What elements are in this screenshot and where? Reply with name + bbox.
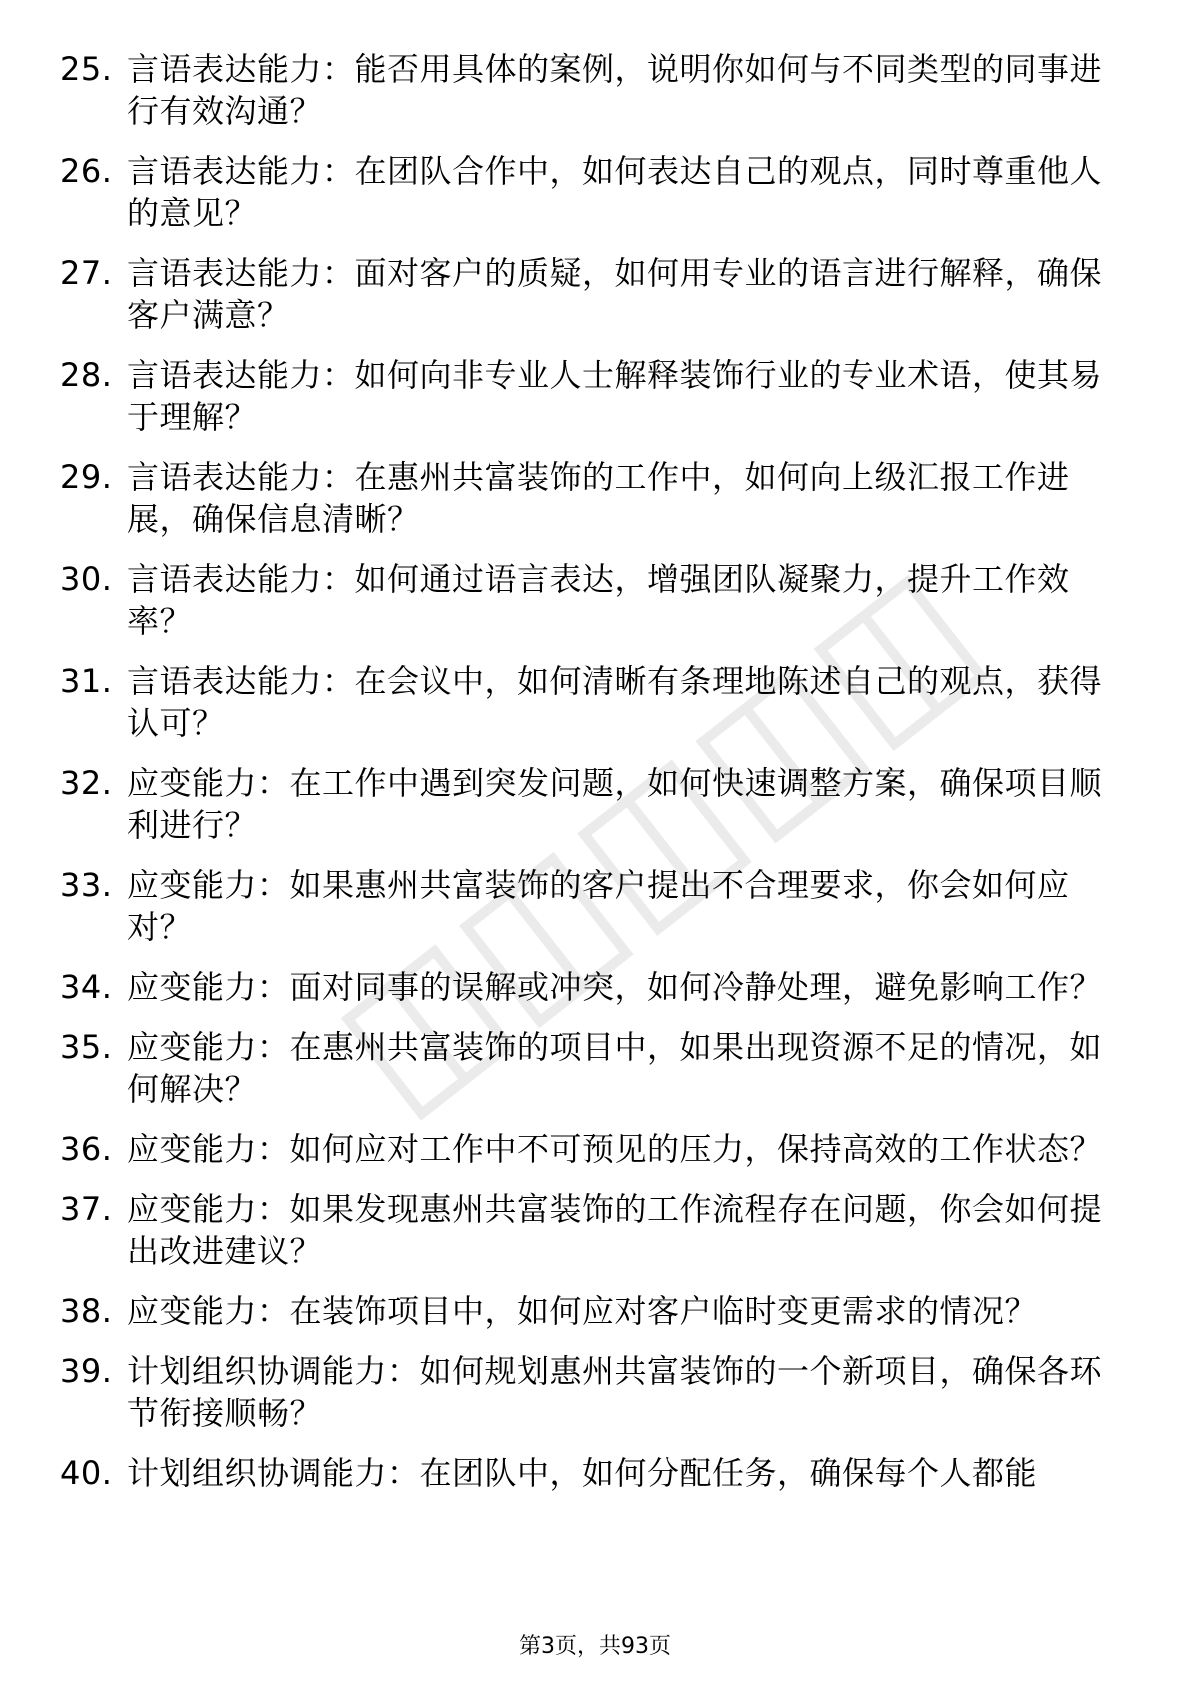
question-text: 言语表达能力：如何向非专业人士解释装饰行业的专业术语，使其易于理解？ <box>127 356 1103 436</box>
question-number: 25. <box>60 50 113 88</box>
question-item <box>60 1452 1130 1494</box>
question-item <box>60 1290 1130 1332</box>
question-text: 应变能力：如果惠州共富装饰的客户提出不合理要求，你会如何应对？ <box>127 866 1070 946</box>
question-item <box>60 1026 1130 1110</box>
question-item <box>60 1350 1130 1434</box>
page-footer: 第3页，共93页 <box>519 1634 671 1659</box>
question-item <box>60 558 1130 642</box>
question-number: 37. <box>60 1190 113 1228</box>
question-text: 言语表达能力：在惠州共富装饰的工作中，如何向上级汇报工作进展，确保信息清晰？ <box>127 458 1070 538</box>
question-text: 计划组织协调能力：如何规划惠州共富装饰的一个新项目，确保各环节衔接顺畅？ <box>127 1352 1103 1432</box>
question-item <box>60 456 1130 540</box>
question-number: 31. <box>60 662 113 700</box>
question-number: 40. <box>60 1454 113 1492</box>
question-number: 35. <box>60 1028 113 1066</box>
question-number: 28. <box>60 356 113 394</box>
question-item <box>60 48 1130 132</box>
question-number: 27. <box>60 254 113 292</box>
question-text: 应变能力：在惠州共富装饰的项目中，如果出现资源不足的情况，如何解决？ <box>127 1028 1103 1108</box>
question-item <box>60 762 1130 846</box>
question-number: 36. <box>60 1130 113 1168</box>
question-text: 言语表达能力：面对客户的质疑，如何用专业的语言进行解释，确保客户满意？ <box>127 254 1103 334</box>
question-item <box>60 660 1130 744</box>
question-number: 33. <box>60 866 113 904</box>
question-item <box>60 252 1130 336</box>
question-item <box>60 1128 1130 1170</box>
question-number: 26. <box>60 152 113 190</box>
question-number: 39. <box>60 1352 113 1390</box>
question-text: 言语表达能力：能否用具体的案例，说明你如何与不同类型的同事进行有效沟通？ <box>127 50 1103 130</box>
question-text: 应变能力：如果发现惠州共富装饰的工作流程存在问题，你会如何提出改进建议？ <box>127 1190 1103 1270</box>
question-number: 38. <box>60 1292 113 1330</box>
question-text: 应变能力：面对同事的误解或冲突，如何冷静处理，避免影响工作？ <box>127 968 1103 1006</box>
question-text: 言语表达能力：在会议中，如何清晰有条理地陈述自己的观点，获得认可？ <box>127 662 1103 742</box>
question-list <box>60 48 1130 1512</box>
question-text: 言语表达能力：如何通过语言表达，增强团队凝聚力，提升工作效率？ <box>127 560 1070 640</box>
question-item <box>60 864 1130 948</box>
question-number: 32. <box>60 764 113 802</box>
question-text: 言语表达能力：在团队合作中，如何表达自己的观点，同时尊重他人的意见？ <box>127 152 1103 232</box>
question-item <box>60 966 1130 1008</box>
question-text: 应变能力：在工作中遇到突发问题，如何快速调整方案，确保项目顺利进行？ <box>127 764 1103 844</box>
question-number: 34. <box>60 968 113 1006</box>
question-text: 应变能力：在装饰项目中，如何应对客户临时变更需求的情况？ <box>127 1292 1038 1330</box>
question-item <box>60 1188 1130 1272</box>
question-number: 30. <box>60 560 113 598</box>
question-item <box>60 354 1130 438</box>
question-text: 计划组织协调能力：在团队中，如何分配任务，确保每个人都能 <box>127 1454 1038 1492</box>
question-number: 29. <box>60 458 113 496</box>
question-text: 应变能力：如何应对工作中不可预见的压力，保持高效的工作状态？ <box>127 1130 1103 1168</box>
question-item <box>60 150 1130 234</box>
